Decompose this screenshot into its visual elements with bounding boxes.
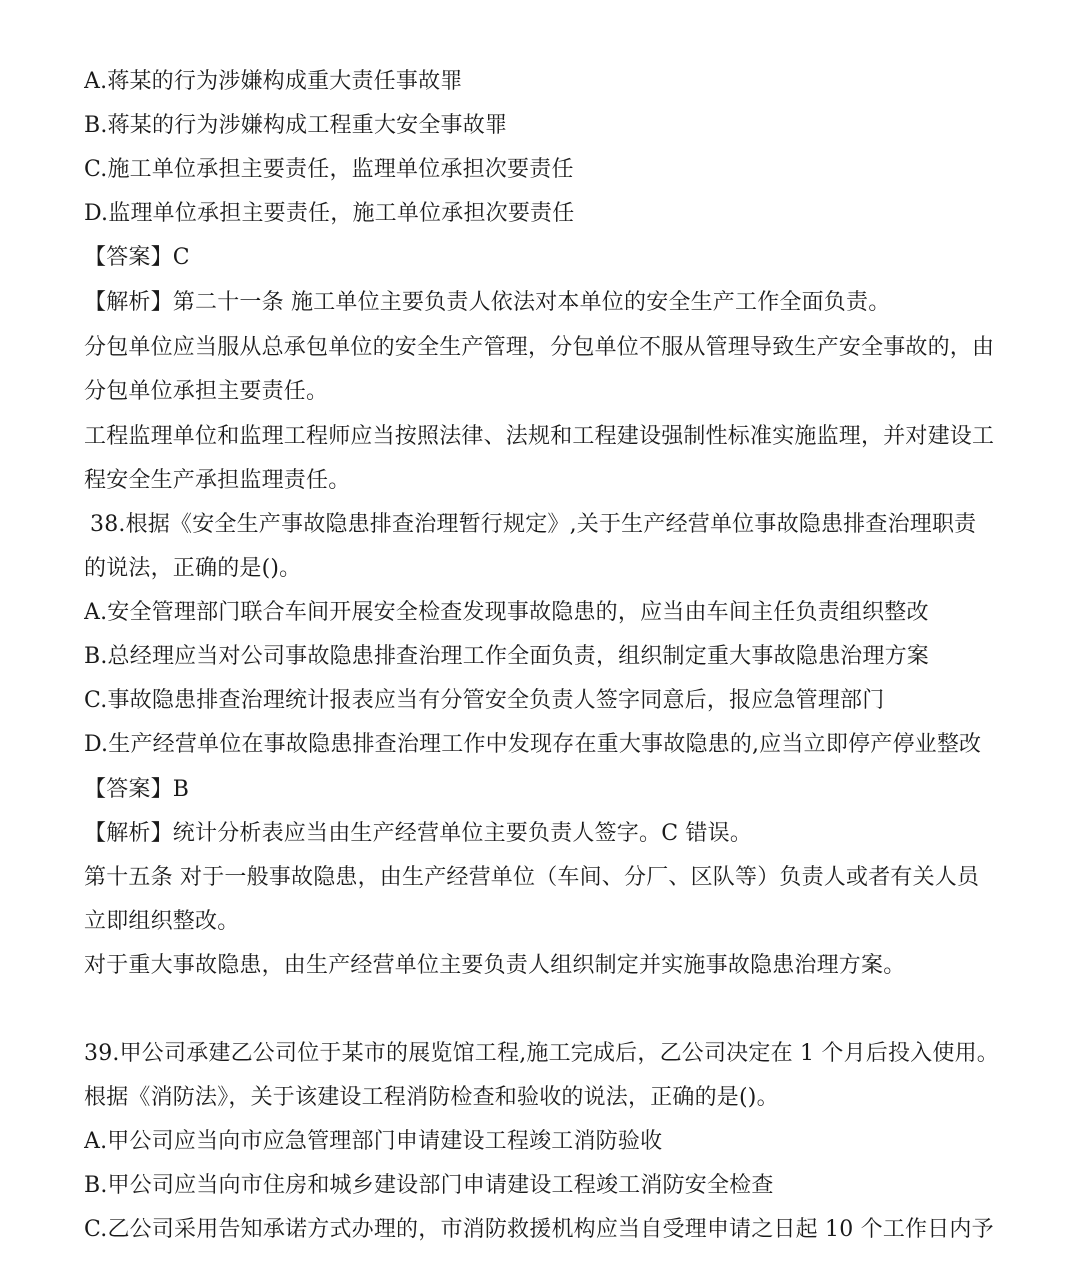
- q38-analysis-line-1: 【解析】统计分析表应当由生产经营单位主要负责人签字。C 错误。: [84, 821, 753, 846]
- q37-analysis-line-5: 程安全生产承担监理责任。: [84, 468, 351, 493]
- q38-analysis-line-3: 立即组织整改。: [84, 909, 240, 934]
- q39-stem-line-1: 39.甲公司承建乙公司位于某市的展览馆工程,施工完成后，乙公司决定在 1 个月后投入使用。: [84, 1041, 999, 1066]
- q39-option-a: A.甲公司应当向市应急管理部门申请建设工程竣工消防验收: [84, 1129, 663, 1154]
- q38-option-a: A.安全管理部门联合车间开展安全检查发现事故隐患的，应当由车间主任负责组织整改: [84, 600, 929, 625]
- q38-answer: 【答案】B: [84, 777, 190, 802]
- q37-answer: 【答案】C: [84, 245, 190, 270]
- q37-option-d: D.监理单位承担主要责任，施工单位承担次要责任: [84, 201, 575, 226]
- q38-analysis-line-4: 对于重大事故隐患，由生产经营单位主要负责人组织制定并实施事故隐患治理方案。: [84, 953, 906, 978]
- q37-analysis-line-1: 【解析】第二十一条 施工单位主要负责人依法对本单位的安全生产工作全面负责。: [84, 290, 891, 315]
- q37-analysis-line-2: 分包单位应当服从总承包单位的安全生产管理，分包单位不服从管理导致生产安全事故的，由: [84, 335, 995, 360]
- q37-option-b: B.蒋某的行为涉嫌构成工程重大安全事故罪: [84, 113, 508, 138]
- q37-option-a: A.蒋某的行为涉嫌构成重大责任事故罪: [84, 69, 463, 94]
- q38-stem-line-1: 38.根据《安全生产事故隐患排查治理暂行规定》,关于生产经营单位事故隐患排查治理职责: [90, 512, 977, 537]
- q38-option-c: C.事故隐患排查治理统计报表应当有分管安全负责人签字同意后，报应急管理部门: [84, 688, 885, 713]
- q39-option-b: B.甲公司应当向市住房和城乡建设部门申请建设工程竣工消防安全检查: [84, 1173, 774, 1198]
- q37-option-c: C.施工单位承担主要责任，监理单位承担次要责任: [84, 157, 574, 182]
- q38-option-d: D.生产经营单位在事故隐患排查治理工作中发现存在重大事故隐患的,应当立即停产停业整改: [84, 732, 982, 757]
- q39-option-c: C.乙公司采用告知承诺方式办理的，市消防救援机构应当自受理申请之日起 10 个工作日内予: [84, 1217, 994, 1242]
- q38-analysis-line-2: 第十五条 对于一般事故隐患，由生产经营单位（车间、分厂、区队等）负责人或者有关人员: [84, 865, 980, 890]
- q38-option-b: B.总经理应当对公司事故隐患排查治理工作全面负责，组织制定重大事故隐患治理方案: [84, 644, 929, 669]
- q37-analysis-line-4: 工程监理单位和监理工程师应当按照法律、法规和工程建设强制性标准实施监理，并对建设工: [84, 424, 995, 449]
- q37-analysis-line-3: 分包单位承担主要责任。: [84, 379, 329, 404]
- q39-stem-line-2: 根据《消防法》，关于该建设工程消防检查和验收的说法，正确的是()。: [84, 1085, 779, 1110]
- q38-stem-line-2: 的说法，正确的是()。: [84, 556, 302, 581]
